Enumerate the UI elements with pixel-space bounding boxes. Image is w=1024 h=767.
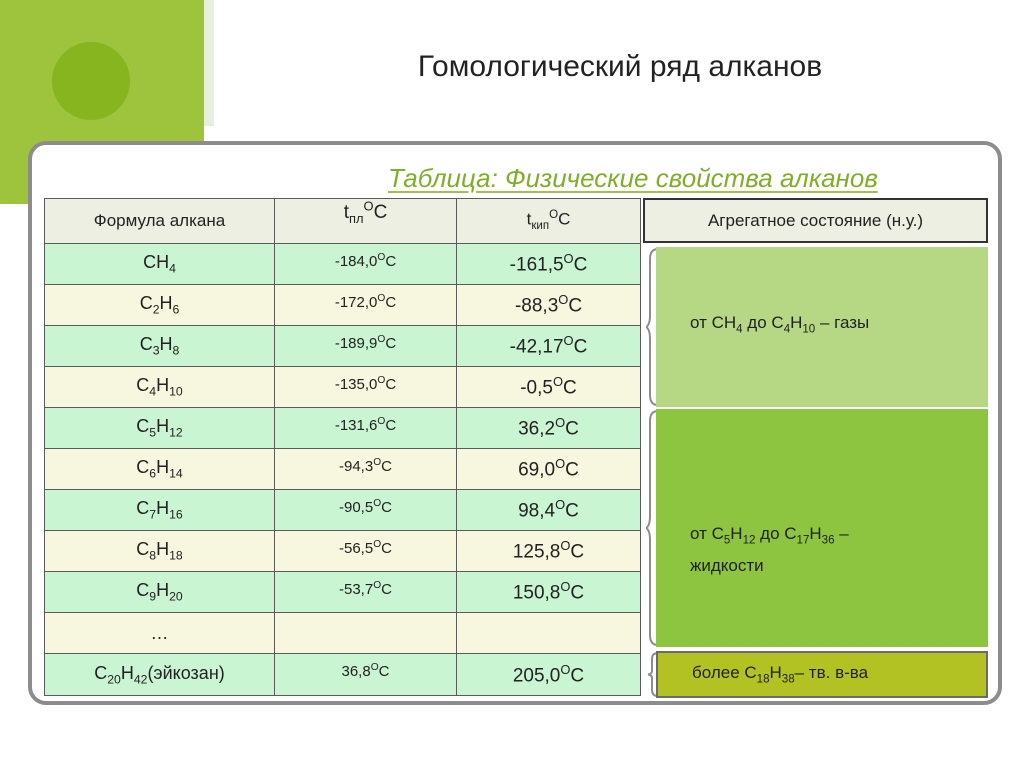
properties-table <box>44 198 641 696</box>
state-gases <box>656 247 988 407</box>
boiling-cell: $98,4^OC$ <box>457 490 641 531</box>
decorative-circle <box>52 42 130 120</box>
formula-cell: $CH_4$ <box>45 244 275 285</box>
boiling-cell: $69,0^OC$ <box>457 449 641 490</box>
table-row <box>45 449 641 490</box>
table-row <box>45 244 641 285</box>
melting-cell: $-135,0^OC$ <box>275 367 457 408</box>
formula-cell: $C_4H_{10}$ <box>45 367 275 408</box>
melting-cell: $-172,0^OC$ <box>275 285 457 326</box>
state-liquids <box>656 409 988 647</box>
melting-cell <box>275 613 457 654</box>
formula-cell: $C_5H_{12}$ <box>45 408 275 449</box>
melting-cell: $-189,9^OC$ <box>275 326 457 367</box>
formula-cell: $C_{20}H_{42}(эйкозан)$ <box>45 654 275 696</box>
table-row <box>45 572 641 613</box>
table-header-row <box>45 199 641 244</box>
state-gases-text: от $CH_4$ до $C_4H_{10}$ – газы <box>690 313 870 336</box>
melting-cell: $-56,5^OC$ <box>275 531 457 572</box>
decorative-strip <box>204 0 214 126</box>
melting-cell: $-90,5^OC$ <box>275 490 457 531</box>
melting-cell: $-184,0^OC$ <box>275 244 457 285</box>
boiling-cell <box>457 613 641 654</box>
formula-cell: $C_3H_8$ <box>45 326 275 367</box>
melting-cell: $-131,6^OC$ <box>275 408 457 449</box>
table-row <box>45 285 641 326</box>
header-formula: Формула алкана <box>45 199 275 244</box>
melting-cell: $36,8^OC$ <box>275 654 457 696</box>
boiling-cell: $-88,3^OC$ <box>457 285 641 326</box>
formula-cell: $C_6H_{14}$ <box>45 449 275 490</box>
formula-cell: $C_9H_{20}$ <box>45 572 275 613</box>
state-solids <box>656 651 988 698</box>
boiling-cell: $-0,5^OC$ <box>457 367 641 408</box>
boiling-cell: $125,8^OC$ <box>457 531 641 572</box>
table-row <box>45 490 641 531</box>
state-solids-text: более $C_{18}H_{38}-$ тв. в-ва <box>692 663 869 686</box>
header-state: Агрегатное состояние (н.у.) <box>643 198 988 243</box>
slide-title: Гомологический ряд алканов <box>417 50 823 83</box>
melting-cell: $-53,7^OC$ <box>275 572 457 613</box>
formula-cell: … <box>45 613 275 654</box>
boiling-cell: $-161,5^OC$ <box>457 244 641 285</box>
header-melting-point: $t_{пл}^OC$ <box>275 199 457 244</box>
table-row <box>45 326 641 367</box>
boiling-cell: $150,8^OC$ <box>457 572 641 613</box>
table-row <box>45 367 641 408</box>
melting-cell: $-94,3^OC$ <box>275 449 457 490</box>
table-row <box>45 613 641 654</box>
formula-cell: $C_2H_6$ <box>45 285 275 326</box>
boiling-cell: $-42,17^OC$ <box>457 326 641 367</box>
boiling-cell: $36,2^OC$ <box>457 408 641 449</box>
table-row <box>45 531 641 572</box>
formula-cell: $C_7H_{16}$ <box>45 490 275 531</box>
state-liquids-text: от $C_5H_{12}$ до $C_{17}H_{36}$ – жидкости <box>690 524 849 576</box>
formula-cell: $C_8H_{18}$ <box>45 531 275 572</box>
table-caption: Таблица: Физические свойства алканов <box>388 163 878 193</box>
table-row <box>45 408 641 449</box>
table-row <box>45 654 641 696</box>
header-boiling-point: $t_{кип}^OC$ <box>457 199 641 244</box>
boiling-cell: $205,0^OC$ <box>457 654 641 696</box>
